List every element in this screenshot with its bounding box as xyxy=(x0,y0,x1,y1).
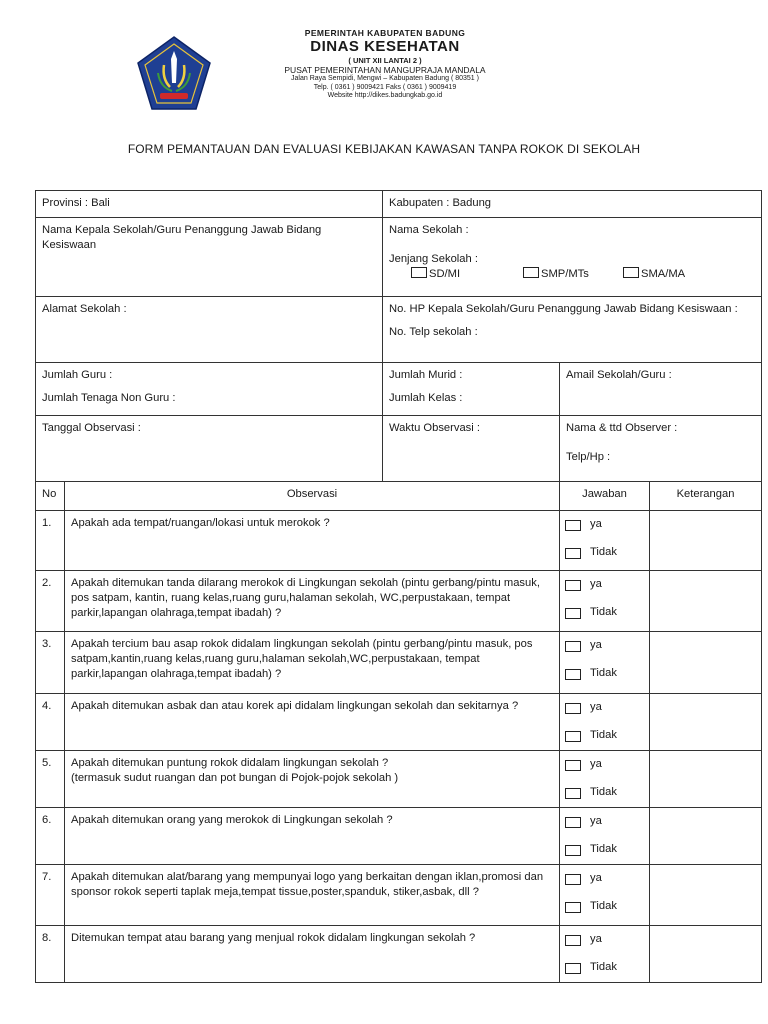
unit-label: ( UNIT XII LANTAI 2 ) xyxy=(348,56,422,66)
question-number: 2. xyxy=(36,571,65,632)
smp-mts-checkbox[interactable] xyxy=(523,267,539,278)
answer-yes-checkbox[interactable] xyxy=(565,874,581,885)
header-observasi: Observasi xyxy=(65,482,560,511)
smp-mts-label: SMP/MTs xyxy=(541,268,589,281)
answer-yes-checkbox[interactable] xyxy=(565,580,581,591)
sma-ma-label: SMA/MA xyxy=(641,268,686,281)
answer-yes-label: ya xyxy=(590,518,602,531)
answer-no-checkbox[interactable] xyxy=(565,548,581,559)
answer-no-checkbox[interactable] xyxy=(565,669,581,680)
answer-yes-checkbox[interactable] xyxy=(565,817,581,828)
answer-yes-checkbox[interactable] xyxy=(565,703,581,714)
alamat-label: Alamat Sekolah : xyxy=(42,303,127,315)
question-number: 8. xyxy=(36,926,65,983)
answer-no-label: Tidak xyxy=(590,546,617,559)
no-telp-label: No. Telp sekolah : xyxy=(389,326,478,339)
answer-cell xyxy=(560,751,650,808)
answer-yes-label: ya xyxy=(590,701,602,714)
answer-yes-label: ya xyxy=(590,815,602,828)
form-title: FORM PEMANTAUAN DAN EVALUASI KEBIJAKAN KAWASAN TANPA ROKOK DI SEKOLAH xyxy=(127,142,641,156)
department-name: DINAS KESEHATAN xyxy=(310,38,460,56)
tanggal-cell[interactable] xyxy=(36,416,383,482)
question-number: 5. xyxy=(36,751,65,808)
provinsi-label: Provinsi : Bali xyxy=(42,197,110,209)
remarks-cell[interactable] xyxy=(650,511,762,571)
jenjang-label: Jenjang Sekolah : xyxy=(389,253,478,266)
jumlah-guru-label: Jumlah Guru : xyxy=(42,369,113,381)
answer-yes-checkbox[interactable] xyxy=(565,520,581,531)
waktu-label: Waktu Observasi : xyxy=(389,422,480,434)
answer-yes-label: ya xyxy=(590,639,602,652)
question-text: Apakah ditemukan puntung rokok didalam lingkungan sekolah ? xyxy=(71,757,389,769)
question-text: Apakah ditemukan tanda dilarang merokok di Lingkungan sekolah (pintu gerbang/pintu masuk, pos satpam, kantin, ruang kelas,ruang guru,halaman sekolah, WC,perpustakaan, tempat parkir,lapangan olahraga,tempat ibadah) ? xyxy=(65,571,560,632)
question-text: Apakah ditemukan alat/barang yang mempunyai logo yang berkaitan dengan iklan,promosi dan sponsor rokok seperti taplak meja,tempat tissue,poster,spanduk, stiker,asbak, dll ? xyxy=(65,865,560,926)
kepala-sekolah-cell[interactable] xyxy=(36,218,383,297)
remarks-cell[interactable] xyxy=(650,694,762,751)
question-number: 1. xyxy=(36,511,65,571)
answer-cell xyxy=(560,571,650,632)
remarks-cell[interactable] xyxy=(650,751,762,808)
table-row xyxy=(36,865,762,926)
observer-cell[interactable] xyxy=(560,416,762,482)
header-no: No xyxy=(36,482,65,511)
sd-mi-checkbox[interactable] xyxy=(411,267,427,278)
answer-cell xyxy=(560,511,650,571)
badung-regency-logo xyxy=(134,35,214,115)
table-row xyxy=(36,632,762,694)
question-number: 7. xyxy=(36,865,65,926)
jenjang-options xyxy=(389,267,755,282)
website-line: Website http://dikes.badungkab.go.id xyxy=(327,92,443,100)
table-row xyxy=(36,751,762,808)
header-jawaban: Jawaban xyxy=(560,482,650,511)
remarks-cell[interactable] xyxy=(650,926,762,983)
tanggal-label: Tanggal Observasi : xyxy=(42,422,141,434)
answer-no-label: Tidak xyxy=(590,786,617,799)
sma-ma-checkbox[interactable] xyxy=(623,267,639,278)
address-line: Jalan Raya Sempidi, Mengwi – Kabupaten Badung ( 80351 ) xyxy=(291,75,479,83)
question-text: Apakah ditemukan asbak dan atau korek api didalam lingkungan sekolah dan sekitarnya ? xyxy=(65,694,560,751)
answer-yes-checkbox[interactable] xyxy=(565,760,581,771)
question-note: (termasuk sudut ruangan dan pot bungan di Pojok-pojok sekolah ) xyxy=(71,772,399,785)
question-number: 3. xyxy=(36,632,65,694)
government-name: PEMERINTAH KABUPATEN BADUNG xyxy=(304,28,466,38)
question-number: 6. xyxy=(36,808,65,865)
answer-yes-label: ya xyxy=(590,933,602,946)
answer-yes-label: ya xyxy=(590,872,602,885)
answer-cell xyxy=(560,694,650,751)
phone-line: Telp. ( 0361 ) 9009421 Faks ( 0361 ) 9009419 xyxy=(313,83,457,91)
jumlah-non-guru-label: Jumlah Tenaga Non Guru : xyxy=(42,392,176,405)
remarks-cell[interactable] xyxy=(650,865,762,926)
answer-no-label: Tidak xyxy=(590,667,617,680)
table-row xyxy=(36,926,762,983)
answer-no-label: Tidak xyxy=(590,961,617,974)
answer-no-checkbox[interactable] xyxy=(565,902,581,913)
remarks-cell[interactable] xyxy=(650,571,762,632)
observer-label: Nama & ttd Observer : xyxy=(566,422,678,434)
kepala-sekolah-label: Nama Kepala Sekolah/Guru Penanggung Jawab Bidang Kesiswaan xyxy=(42,224,322,252)
letterhead xyxy=(0,28,768,118)
answer-no-checkbox[interactable] xyxy=(565,963,581,974)
answer-no-checkbox[interactable] xyxy=(565,845,581,856)
remarks-cell[interactable] xyxy=(650,808,762,865)
alamat-cell[interactable] xyxy=(36,297,383,363)
table-header-row xyxy=(36,482,762,511)
provinsi-cell xyxy=(36,191,383,218)
answer-no-label: Tidak xyxy=(590,843,617,856)
jumlah-murid-label: Jumlah Murid : xyxy=(389,369,463,381)
answer-yes-checkbox[interactable] xyxy=(565,935,581,946)
answer-cell xyxy=(560,632,650,694)
question-text: Ditemukan tempat atau barang yang menjual rokok didalam lingkungan sekolah ? xyxy=(65,926,560,983)
kabupaten-cell xyxy=(383,191,762,218)
jumlah-kelas-label: Jumlah Kelas : xyxy=(389,392,463,405)
no-hp-label: No. HP Kepala Sekolah/Guru Penanggung Jawab Bidang Kesiswaan : xyxy=(389,303,738,315)
sd-mi-label: SD/MI xyxy=(429,268,461,281)
evaluation-form-table xyxy=(35,190,762,983)
question-text-cell xyxy=(65,751,560,808)
kabupaten-label: Kabupaten : Badung xyxy=(389,197,492,209)
answer-cell xyxy=(560,865,650,926)
question-text: Apakah ditemukan orang yang merokok di Lingkungan sekolah ? xyxy=(65,808,560,865)
answer-yes-checkbox[interactable] xyxy=(565,641,581,652)
question-number: 4. xyxy=(36,694,65,751)
question-text: Apakah tercium bau asap rokok didalam lingkungan sekolah (pintu gerbang/pintu masuk, pos satpam,kantin,ruang kelas,ruang guru,halaman sekolah,WC,perpustakaan, tempat parkir,lapangan olahraga,tempat ibadah) ? xyxy=(65,632,560,694)
answer-no-checkbox[interactable] xyxy=(565,608,581,619)
answer-yes-label: ya xyxy=(590,578,602,591)
nama-sekolah-cell[interactable] xyxy=(383,218,762,297)
answer-no-label: Tidak xyxy=(590,900,617,913)
jumlah-guru-cell[interactable] xyxy=(36,363,383,416)
answer-cell xyxy=(560,808,650,865)
nama-sekolah-label: Nama Sekolah : xyxy=(389,224,469,236)
no-hp-cell[interactable] xyxy=(383,297,762,363)
table-row xyxy=(36,571,762,632)
answer-no-label: Tidak xyxy=(590,606,617,619)
center-name: PUSAT PEMERINTAHAN MANGUPRAJA MANDALA xyxy=(284,65,486,76)
email-cell[interactable] xyxy=(560,363,762,416)
answer-no-checkbox[interactable] xyxy=(565,731,581,742)
waktu-cell[interactable] xyxy=(383,416,560,482)
table-row xyxy=(36,694,762,751)
answer-yes-label: ya xyxy=(590,758,602,771)
answer-no-label: Tidak xyxy=(590,729,617,742)
telp-hp-label: Telp/Hp : xyxy=(566,451,611,464)
question-text: Apakah ada tempat/ruangan/lokasi untuk merokok ? xyxy=(65,511,560,571)
jumlah-murid-cell[interactable] xyxy=(383,363,560,416)
header-keterangan: Keterangan xyxy=(650,482,762,511)
remarks-cell[interactable] xyxy=(650,632,762,694)
answer-cell xyxy=(560,926,650,983)
email-label: Amail Sekolah/Guru : xyxy=(566,369,672,381)
table-row xyxy=(36,808,762,865)
answer-no-checkbox[interactable] xyxy=(565,788,581,799)
table-row xyxy=(36,511,762,571)
